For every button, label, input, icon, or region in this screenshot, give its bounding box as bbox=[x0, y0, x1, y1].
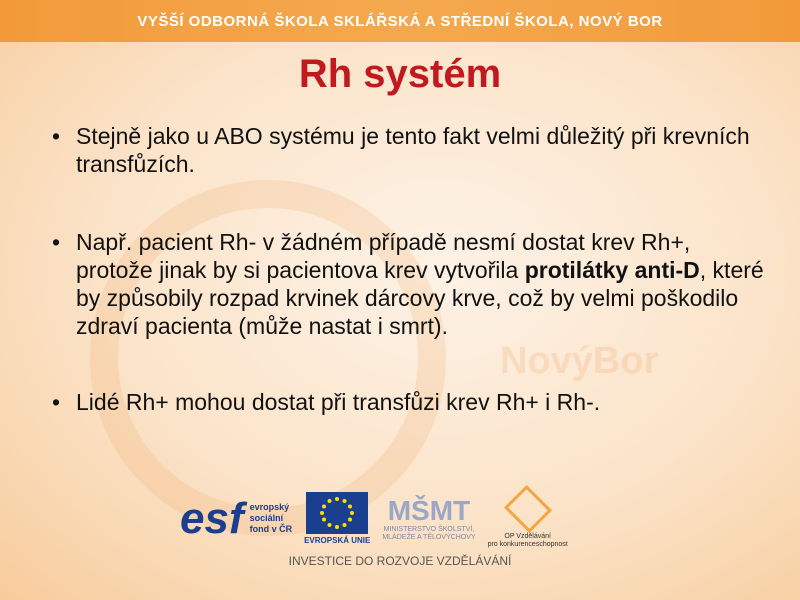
op-logo bbox=[488, 489, 568, 549]
eu-caption: EVROPSKÁ UNIE bbox=[304, 536, 371, 545]
bullet-item bbox=[52, 388, 772, 416]
bullet-text: Stejně jako u ABO systému je tento fakt velmi důležitý při krevních transfůzích. bbox=[76, 123, 750, 177]
msmt-line: MLÁDEŽE A TĚLOVÝCHOVY bbox=[382, 533, 476, 541]
msmt-caption bbox=[382, 526, 475, 542]
eu-logo bbox=[304, 492, 370, 545]
op-line: pro konkurenceschopnost bbox=[487, 540, 568, 548]
msmt-line: MINISTERSTVO ŠKOLSTVÍ, bbox=[383, 525, 475, 533]
investice-caption: INVESTICE DO ROZVOJE VZDĚLÁVÁNÍ bbox=[288, 554, 512, 568]
eu-flag-icon bbox=[306, 492, 368, 534]
logo-strip bbox=[180, 486, 620, 551]
bullet-text: , které by způsobily rozpad krvinek dárcovy krve, což by velmi poškodilo zdraví pacienta (může nastat i smrt). bbox=[76, 257, 764, 339]
school-banner bbox=[0, 0, 800, 42]
op-line: OP Vzdělávání bbox=[504, 532, 551, 540]
bullet-list bbox=[52, 122, 772, 416]
bullet-item bbox=[52, 228, 772, 340]
bullet-bold-term: protilátky anti-D bbox=[524, 257, 700, 283]
msmt-mark: MŠMT bbox=[387, 494, 471, 526]
esf-line: fond v ČR bbox=[249, 524, 293, 534]
slide-title: Rh systém bbox=[298, 52, 502, 96]
esf-caption bbox=[250, 502, 293, 535]
esf-logo bbox=[180, 493, 293, 543]
esf-mark: esf bbox=[180, 493, 244, 543]
watermark-text: NovýBor bbox=[500, 340, 659, 382]
op-diamond-icon bbox=[504, 484, 552, 532]
esf-line: evropský bbox=[249, 502, 290, 512]
bullet-text: Lidé Rh+ mohou dostat při transfůzi krev Rh+ i Rh-. bbox=[76, 389, 601, 415]
bullet-text: Např. pacient Rh- v žádném případě nesmí dostat krev Rh+, protože jinak by si pacientova krev vytvořila bbox=[76, 229, 691, 283]
esf-line: sociální bbox=[249, 513, 284, 523]
school-name: VYŠŠÍ ODBORNÁ ŠKOLA SKLÁŘSKÁ A STŘEDNÍ ŠKOLA, NOVÝ BOR bbox=[137, 12, 663, 30]
op-caption bbox=[488, 533, 568, 549]
msmt-logo bbox=[382, 496, 475, 542]
bullet-item bbox=[52, 122, 772, 178]
